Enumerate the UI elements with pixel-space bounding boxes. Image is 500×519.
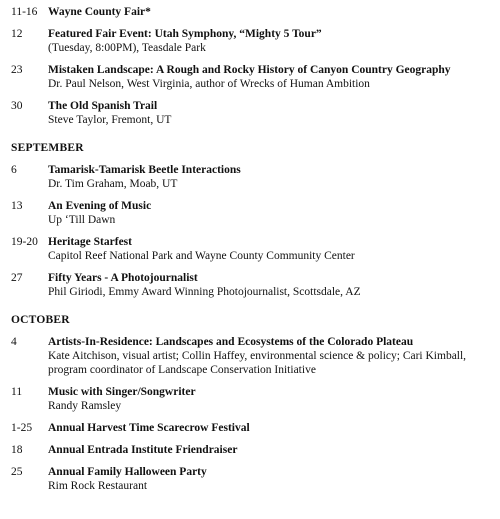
event-title: Music with Singer/Songwriter bbox=[48, 386, 196, 398]
event-title: Annual Entrada Institute Friendraiser bbox=[48, 444, 238, 456]
event-title: The Old Spanish Trail bbox=[48, 100, 158, 112]
event-title: Annual Harvest Time Scarecrow Festival bbox=[48, 422, 250, 434]
event-body bbox=[48, 235, 494, 263]
event-row bbox=[11, 199, 494, 227]
month-section bbox=[11, 141, 494, 299]
event-body bbox=[48, 271, 494, 299]
event-row bbox=[11, 465, 494, 493]
event-body bbox=[48, 199, 494, 227]
event-row bbox=[11, 27, 494, 55]
event-date: 12 bbox=[11, 28, 23, 40]
event-date: 11-16 bbox=[11, 6, 38, 18]
event-date: 30 bbox=[11, 100, 23, 112]
event-detail: Randy Ramsley bbox=[48, 400, 122, 412]
event-date: 19-20 bbox=[11, 236, 38, 248]
event-date: 1-25 bbox=[11, 422, 33, 434]
event-row bbox=[11, 335, 494, 377]
event-title: Artists-In-Residence: Landscapes and Ecosystems of the Colorado Plateau bbox=[48, 336, 414, 348]
event-row bbox=[11, 63, 494, 91]
event-title: Fifty Years - A Photojournalist bbox=[48, 272, 198, 284]
event-title: Featured Fair Event: Utah Symphony, “Mighty 5 Tour” bbox=[48, 28, 322, 40]
event-row bbox=[11, 271, 494, 299]
event-body bbox=[48, 163, 494, 191]
event-body bbox=[48, 443, 494, 457]
event-detail: Phil Giriodi, Emmy Award Winning Photojournalist, Scottsdale, AZ bbox=[48, 286, 361, 298]
event-title: Wayne County Fair* bbox=[48, 6, 151, 18]
event-title: Heritage Starfest bbox=[48, 236, 132, 248]
month-section bbox=[11, 313, 494, 493]
event-detail: Dr. Tim Graham, Moab, UT bbox=[48, 178, 178, 190]
event-row bbox=[11, 443, 494, 457]
event-detail: Steve Taylor, Fremont, UT bbox=[48, 114, 172, 126]
event-detail: Capitol Reef National Park and Wayne County Community Center bbox=[48, 250, 355, 262]
event-date: 27 bbox=[11, 272, 23, 284]
event-date: 13 bbox=[11, 200, 23, 212]
event-date: 4 bbox=[11, 336, 17, 348]
event-body bbox=[48, 5, 494, 19]
event-detail: Dr. Paul Nelson, West Virginia, author of Wrecks of Human Ambition bbox=[48, 78, 370, 90]
event-body bbox=[48, 421, 494, 435]
event-title: Mistaken Landscape: A Rough and Rocky History of Canyon Country Geography bbox=[48, 64, 451, 76]
event-date: 18 bbox=[11, 444, 23, 456]
event-title: Annual Family Halloween Party bbox=[48, 466, 207, 478]
month-heading: OCTOBER bbox=[11, 314, 70, 326]
event-body bbox=[48, 27, 494, 55]
event-row bbox=[11, 5, 494, 19]
event-detail: Rim Rock Restaurant bbox=[48, 480, 148, 492]
event-title: Tamarisk-Tamarisk Beetle Interactions bbox=[48, 164, 241, 176]
event-body bbox=[48, 465, 494, 493]
month-section bbox=[11, 5, 494, 127]
event-row bbox=[11, 163, 494, 191]
event-body bbox=[48, 63, 494, 91]
event-row bbox=[11, 385, 494, 413]
event-detail: Kate Aitchison, visual artist; Collin Haffey, environmental science & policy; Cari Kimball, program coordinator of Landscape Conservation Initiative bbox=[48, 350, 467, 376]
event-body bbox=[48, 335, 494, 377]
event-date: 6 bbox=[11, 164, 17, 176]
event-title: An Evening of Music bbox=[48, 200, 152, 212]
event-date: 23 bbox=[11, 64, 23, 76]
month-heading: SEPTEMBER bbox=[11, 142, 84, 154]
event-date: 11 bbox=[11, 386, 23, 398]
event-row bbox=[11, 99, 494, 127]
event-body bbox=[48, 385, 494, 413]
event-date: 25 bbox=[11, 466, 23, 478]
event-body bbox=[48, 99, 494, 127]
event-row bbox=[11, 235, 494, 263]
event-detail: (Tuesday, 8:00PM), Teasdale Park bbox=[48, 42, 206, 54]
event-row bbox=[11, 421, 494, 435]
event-detail: Up ‘Till Dawn bbox=[48, 214, 116, 226]
